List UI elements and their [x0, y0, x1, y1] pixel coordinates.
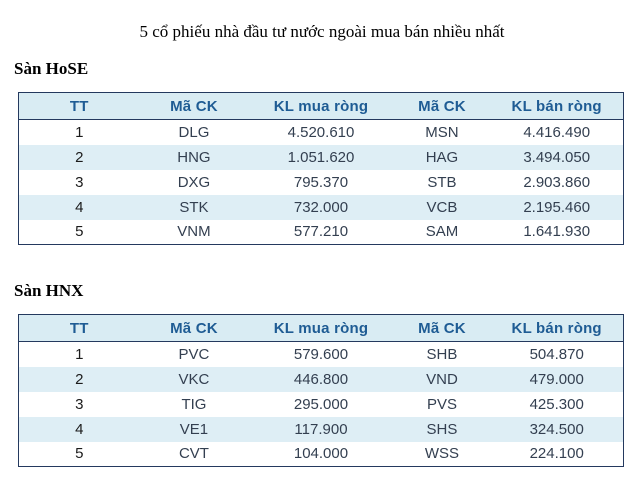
table-row: [19, 120, 624, 145]
cell-kl-mua-rong: 117.900: [294, 420, 348, 438]
cell-ma-ck-mua: STK: [179, 198, 209, 216]
cell-ma-ck-ban: VCB: [426, 198, 458, 216]
cell-ma-ck-mua: VE1: [179, 420, 209, 438]
table-row: [19, 392, 624, 417]
cell-kl-ban-rong: 324.500: [529, 420, 584, 438]
cell-ma-ck-mua: DLG: [178, 123, 210, 141]
cell-kl-mua-rong: 295.000: [293, 395, 349, 413]
col-header-kl-mua-rong: KL mua ròng: [248, 93, 393, 120]
cell-ma-ck-ban: HAG: [425, 148, 459, 166]
cell-tt: 1: [75, 123, 84, 141]
cell-ma-ck-mua: DXG: [177, 173, 211, 191]
cell-tt: 4: [75, 198, 84, 216]
col-header-kl-ban-rong: KL bán ròng: [490, 315, 623, 342]
cell-ma-ck-ban: STB: [427, 173, 457, 191]
table-row: [19, 417, 624, 442]
cell-tt: 4: [75, 420, 84, 438]
col-header-ma-ck-mua: Mã CK: [140, 315, 249, 342]
cell-ma-ck-mua: TIG: [181, 395, 207, 413]
page-title: 5 cổ phiếu nhà đầu tư nước ngoài mua bán nhiều nhất: [139, 22, 505, 41]
cell-kl-mua-rong: 795.370: [293, 173, 349, 191]
cell-kl-mua-rong: 4.520.610: [287, 123, 355, 141]
cell-kl-ban-rong: 4.416.490: [523, 123, 591, 141]
col-header-ma-ck-ban: Mã CK: [394, 93, 491, 120]
section-heading-hose: Sàn HoSE: [14, 59, 89, 78]
table-row: [19, 342, 624, 367]
cell-tt: 5: [75, 223, 84, 241]
cell-kl-ban-rong: 2.195.460: [523, 198, 591, 216]
col-header-kl-mua-rong: KL mua ròng: [248, 315, 393, 342]
cell-tt: 2: [75, 370, 84, 388]
cell-ma-ck-ban: SHB: [426, 345, 458, 363]
table-row: [19, 145, 624, 170]
cell-kl-ban-rong: 2.903.860: [523, 173, 591, 191]
cell-ma-ck-ban: SAM: [425, 223, 459, 241]
cell-ma-ck-ban: PVS: [426, 395, 457, 413]
cell-ma-ck-mua: VNM: [177, 223, 211, 241]
col-header-ma-ck-ban: Mã CK: [394, 315, 491, 342]
cell-ma-ck-ban: WSS: [424, 445, 460, 463]
col-header-kl-ban-rong: KL bán ròng: [490, 93, 623, 120]
col-header-tt: TT: [19, 315, 140, 342]
cell-kl-ban-rong: 504.870: [529, 345, 584, 363]
cell-kl-mua-rong: 104.000: [293, 445, 349, 463]
table-row: [19, 220, 624, 245]
table-header-row: [19, 93, 624, 120]
cell-kl-mua-rong: 732.000: [293, 198, 349, 216]
cell-kl-ban-rong: 425.300: [529, 395, 584, 413]
cell-ma-ck-mua: CVT: [178, 445, 209, 463]
table-row: [19, 170, 624, 195]
hnx-table: [18, 314, 624, 467]
cell-tt: 3: [75, 173, 84, 191]
hose-table: [18, 92, 624, 245]
table-row: [19, 195, 624, 220]
cell-ma-ck-ban: MSN: [425, 123, 459, 141]
cell-ma-ck-mua: HNG: [177, 148, 211, 166]
cell-kl-mua-rong: 577.210: [293, 223, 349, 241]
cell-kl-ban-rong: 479.000: [529, 370, 584, 388]
cell-ma-ck-mua: VKC: [178, 370, 210, 388]
cell-tt: 1: [75, 345, 84, 363]
table-row: [19, 367, 624, 392]
cell-ma-ck-ban: VND: [426, 370, 458, 388]
cell-ma-ck-ban: SHS: [426, 420, 458, 438]
cell-tt: 5: [75, 445, 84, 463]
cell-kl-ban-rong: 3.494.050: [523, 148, 591, 166]
cell-kl-ban-rong: 1.641.930: [523, 223, 591, 241]
section-heading-hnx: Sàn HNX: [14, 281, 84, 300]
cell-kl-ban-rong: 224.100: [529, 445, 584, 463]
table-row: [19, 442, 624, 467]
cell-ma-ck-mua: PVC: [178, 345, 210, 363]
cell-kl-mua-rong: 446.800: [293, 370, 349, 388]
cell-kl-mua-rong: 1.051.620: [287, 148, 355, 166]
cell-kl-mua-rong: 579.600: [293, 345, 349, 363]
col-header-ma-ck-mua: Mã CK: [140, 93, 249, 120]
table-header-row: [19, 315, 624, 342]
cell-tt: 3: [75, 395, 84, 413]
col-header-tt: TT: [19, 93, 140, 120]
cell-tt: 2: [75, 148, 84, 166]
